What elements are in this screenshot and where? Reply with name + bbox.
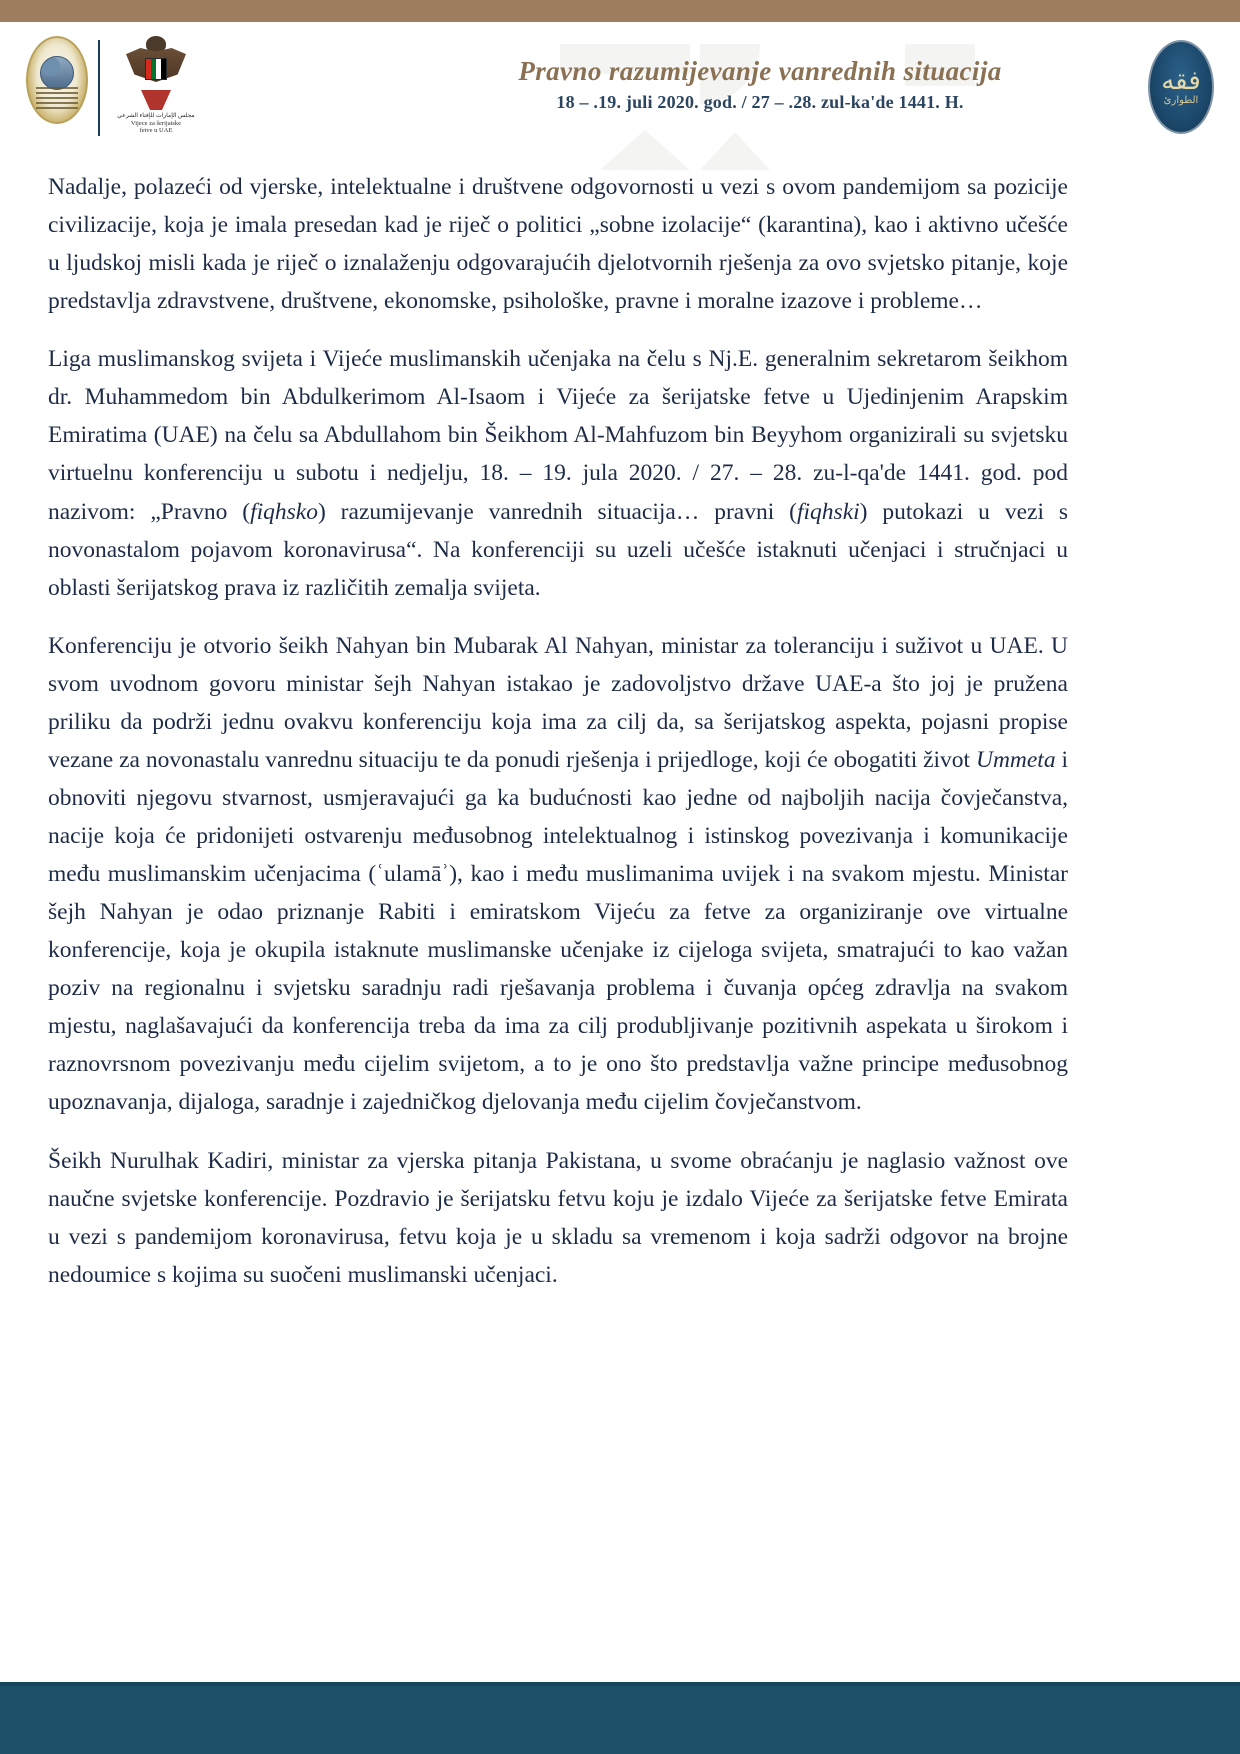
top-accent-bar: [0, 0, 1240, 22]
conference-title: Pravno razumijevanje vanrednih situacija: [518, 56, 1002, 86]
text-run: Šeikh Nurulhak Kadiri, ministar za vjerska pitanja Pakistana, u svome obraćanju je naglasio važnost ove naučne svjetske konferencije. Pozdravio je šerijatsku fetvu koju je izdalo Vijeće za šerijatske fetve Emirata u vezi s pandemijom koronavirusa, fetvu koja je u skladu sa vremenom i koja sadrži odgovor na brojne nedoumice s kojima su suočeni muslimanski učenjaci.: [48, 1147, 1068, 1288]
text-run: Nadalje, polazeći od vjerske, intelektualne i društvene odgovornosti u vezi s ovom pandemijom sa pozicije civilizacije, koja je imala presedan kad je riječ o politici „sobne izolacije“ (karantina), kao i aktivno učešće u ljudskoj misli kada je riječ o iznalaženju odgovarajućih djelotvornih rješenja za ovo svjetsko pitanje, koje predstavlja zdravstvene, društvene, ekonomske, psihološke, pravne i moralne izazove i probleme…: [48, 174, 1068, 315]
globe-seal-icon: [26, 36, 88, 124]
text-run: Liga muslimanskog svijeta i Vijeće muslimanskih učenjaka na čelu s Nj.E. generalnim sekretarom šeikhom dr. Muhammedom bin Abdulkerimom Al-Isaom i Vijeće za šerijatske fetve u Ujedinjenim Arapskim Emiratima (UAE) na čelu sa Abdullahom bin Šeikhom Al-Mahfuzom bin Beyyhom organizirali su svjetsku virtuelnu konferenciju u subotu i nedjelju, 18. – 19. jula 2020. / 27. – 28. zu-l-qa'de 1441. god. pod nazivom: „Pravno (: [48, 346, 1068, 525]
uae-falcon-icon: [126, 36, 186, 110]
uae-emblem-caption: [117, 113, 195, 135]
text-run: fiqhski: [796, 498, 860, 525]
paragraph-p2: [48, 340, 1068, 606]
uae-emblem-block: [110, 36, 202, 135]
document-header: [0, 22, 1240, 144]
arabic-seal-glyph-main: فقه: [1161, 66, 1201, 96]
paragraph-p4: [48, 1142, 1068, 1294]
uae-caption-line1: Vijece za šerijatske: [130, 119, 182, 127]
conference-dates: 18 – .19. juli 2020. god. / 27 – .28. zul-ka'de 1441. H.: [556, 92, 964, 112]
header-left-logos: [26, 36, 202, 136]
paragraph-p1: [48, 168, 1068, 320]
paragraph-p3: [48, 627, 1068, 1122]
footer-inner-line: [0, 1682, 1240, 1686]
header-watermark-shape: [600, 130, 690, 170]
logo-divider: [98, 40, 100, 136]
text-run: Konferenciju je otvorio šeikh Nahyan bin Mubarak Al Nahyan, ministar za toleranciju i suživot u UAE. U svom uvodnom govoru ministar šejh Nahyan istakao je zadovoljstvo države UAE-a što joj je pružena priliku da podrži jednu ovakvu konferenciju koja ima za cilj da, sa šerijatskog aspekta, pojasni propise vezane za novonastalu vanrednu situaciju te da ponudi rješenja i prijedloge, koji će obogatiti život: [48, 632, 1068, 773]
uae-caption-line2: fetve u UAE: [139, 127, 173, 135]
text-run: ) razumijevanje vanrednih situacija… pravni (: [317, 498, 797, 525]
arabic-seal-glyph: [1150, 68, 1212, 106]
header-watermark-shape: [700, 132, 770, 170]
arabic-seal-icon: [1148, 40, 1214, 134]
footer-accent-bar: [0, 1682, 1240, 1754]
text-run: Ummeta: [975, 746, 1056, 773]
text-run: i obnoviti njegovu stvarnost, usmjeravajući ga ka budućnosti kao jedne od najboljih nacija čovječanstva, nacije koja će pridonijeti ostvarenju međusobnog intelektualnog i istinskog povezivanja i komunikacije među muslimanskim učenjacima (ʿulamāʾ), kao i među muslimanima uvijek i na svakom mjestu. Ministar šejh Nahyan je odao priznanje Rabiti i emiratskom Vijeću za fetve za organiziranje ove virtualne konferencije, koja je okupila istaknute muslimanske učenjake iz cijeloga svijeta, smatrajući to kao važan poziv na regionalnu i svjetsku saradnju radi rješavanja problema i čuvanja općeg zdravlja na svakom mjestu, naglašavajući da konferencija treba da ima za cilj produbljivanje pozitivnih aspekata u širokom i raznovrsnom povezivanju među cijelim svijetom, a to je ono što predstavlja važne principe međusobnog upoznavanja, dijaloga, saradnje i zajedničkog djelovanja među cijelim čovječanstvom.: [48, 746, 1068, 1116]
text-run: fiqhsko: [250, 498, 318, 525]
text-run: ) putokazi u vezi s novonastalom pojavom koronavirusa“. Na konferenciji su uzeli učešće istaknuti učenjaci i stručnjaci u oblasti šerijatskog prava iz različitih zemalja svijeta.: [48, 498, 1069, 601]
uae-caption-arabic: مجلس الإمارات للإفتاء الشرعي: [117, 113, 195, 119]
arabic-seal-glyph-sub: الطوارئ: [1163, 95, 1199, 106]
document-body: [48, 168, 1068, 1294]
conference-title-block: [480, 56, 1040, 113]
